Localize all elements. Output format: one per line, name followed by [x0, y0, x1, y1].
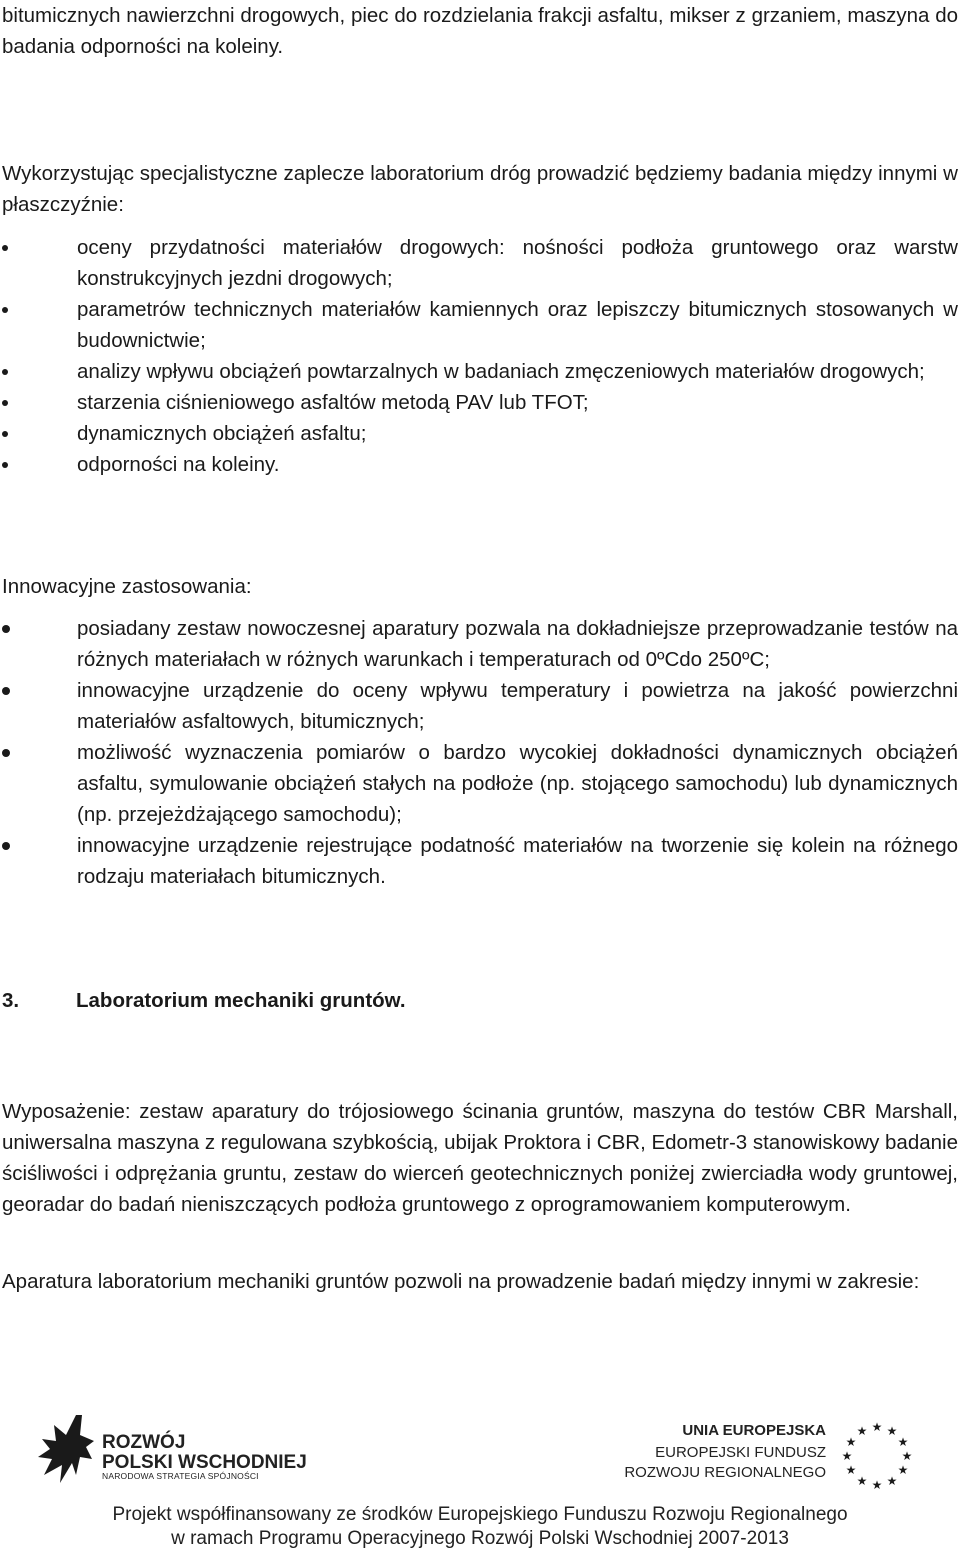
bullet-icon [2, 625, 10, 633]
bullet-icon [2, 687, 10, 695]
list-item: oceny przydatności materiałów drogowych: nośności podłoża gruntowego oraz warstw konstrukcyjnych jezdni drogowych; [2, 232, 958, 294]
svg-text:★: ★ [856, 1424, 868, 1438]
intro-paragraph: bitumicznych nawierzchni drogowych, piec do rozdzielania frakcji asfaltu, mikser z grzaniem, maszyna do badania odporności na koleiny. [2, 4, 958, 58]
footer [0, 1395, 960, 1553]
svg-text:★: ★ [886, 1424, 898, 1438]
list-item: starzenia ciśnieniowego asfaltów metodą PAV lub TFOT; [2, 387, 958, 418]
bullet-icon [2, 749, 10, 757]
innovative-uses-label: Innowacyjne zastosowania: [2, 575, 252, 598]
list-item: możliwość wyznaczenia pomiarów o bardzo wycokiej dokładności dynamicznych obciążeń asfaltu, symulowanie obciążeń stałych na podłoże (np. stojącego samochodu) lub dynamicznych (np. przejeżdżającego samochodu); [2, 737, 958, 830]
bullet-icon [2, 400, 8, 406]
project-funding-note [0, 1503, 960, 1551]
list-item: innowacyjne urządzenie do oceny wpływu temperatury i powietrza na jakość powierzchni materiałów asfaltowych, bitumicznych; [2, 675, 958, 737]
svg-text:★: ★ [871, 1420, 883, 1434]
innovative-uses-list [2, 613, 958, 892]
project-line2: w ramach Programu Operacyjnego Rozwój Polski Wschodniej 2007-2013 [171, 1528, 789, 1549]
svg-text:★: ★ [845, 1435, 857, 1449]
svg-text:★: ★ [856, 1474, 868, 1488]
logo-title-line2: POLSKI WSCHODNIEJ [102, 1452, 307, 1473]
bullet-icon [2, 245, 8, 251]
bullet-icon [2, 369, 8, 375]
svg-text:★: ★ [897, 1435, 909, 1449]
apparatus-paragraph: Aparatura laboratorium mechaniki gruntów pozwoli na prowadzenie badań między innymi w zakresie: [2, 1270, 920, 1293]
section-title: Laboratorium mechaniki gruntów. [76, 989, 406, 1012]
equipment-paragraph: Wyposażenie: zestaw aparatury do trójosiowego ścinania gruntów, maszyna do testów CBR Marshall, uniwersalna maszyna z regulowana szybkością, ubijak Proktora i CBR, Edometr-3 stanowiskowy badanie ściśliwości i odprężania gruntu, zestaw do wierceń geotechnicznych poniżej zwierciadła wody gruntowej, georadar do badań nieniszczących podłoża gruntowego z oprogramowaniem komputerowym. [2, 1100, 958, 1216]
bullet-icon [2, 842, 10, 850]
svg-text:★: ★ [886, 1474, 898, 1488]
research-scope-paragraph: Wykorzystując specjalistyczne zaplecze laboratorium dróg prowadzić będziemy badania między innymi w płaszczyźnie: [2, 162, 958, 216]
bullet-icon [2, 431, 8, 437]
eu-fund-line1: EUROPEJSKI FUNDUSZ [655, 1444, 826, 1461]
section-number: 3. [2, 989, 20, 1012]
section-heading [2, 985, 406, 1016]
list-item: dynamicznych obciążeń asfaltu; [2, 418, 958, 449]
bullet-icon [2, 307, 8, 313]
eu-title: UNIA EUROPEJSKA [682, 1422, 826, 1439]
svg-text:★: ★ [901, 1449, 913, 1463]
list-item: innowacyjne urządzenie rejestrujące podatność materiałów na tworzenie się kolein na różnego rodzaju materiałach bitumicznych. [2, 830, 958, 892]
rozwoj-polski-wschodniej-logo [36, 1413, 336, 1493]
svg-text:★: ★ [841, 1449, 853, 1463]
logo-title-line1: ROZWÓJ [102, 1432, 186, 1453]
svg-text:★: ★ [845, 1463, 857, 1477]
eu-fund-line2: ROZWOJU REGIONALNEGO [624, 1464, 826, 1481]
list-item: odporności na koleiny. [2, 449, 958, 480]
svg-text:★: ★ [871, 1478, 883, 1489]
project-line1: Projekt współfinansowany ze środków Europejskiego Funduszu Rozwoju Regionalnego [112, 1504, 848, 1525]
bullet-icon [2, 462, 8, 468]
research-scope-list [2, 232, 958, 480]
eu-logo [594, 1419, 924, 1489]
eagle-mark-icon [36, 1413, 96, 1493]
svg-text:★: ★ [897, 1463, 909, 1477]
eu-stars-icon [840, 1419, 914, 1489]
list-item: posiadany zestaw nowoczesnej aparatury pozwala na dokładniejsze przeprowadzanie testów na różnych materiałach w różnych warunkach i temperaturach od 0ºCdo 250ºC; [2, 613, 958, 675]
list-item: parametrów technicznych materiałów kamiennych oraz lepiszczy bitumicznych stosowanych w budownictwie; [2, 294, 958, 356]
logo-subtitle: NARODOWA STRATEGIA SPÓJNOŚCI [102, 1471, 259, 1481]
list-item: analizy wpływu obciążeń powtarzalnych w badaniach zmęczeniowych materiałów drogowych; [2, 356, 958, 387]
